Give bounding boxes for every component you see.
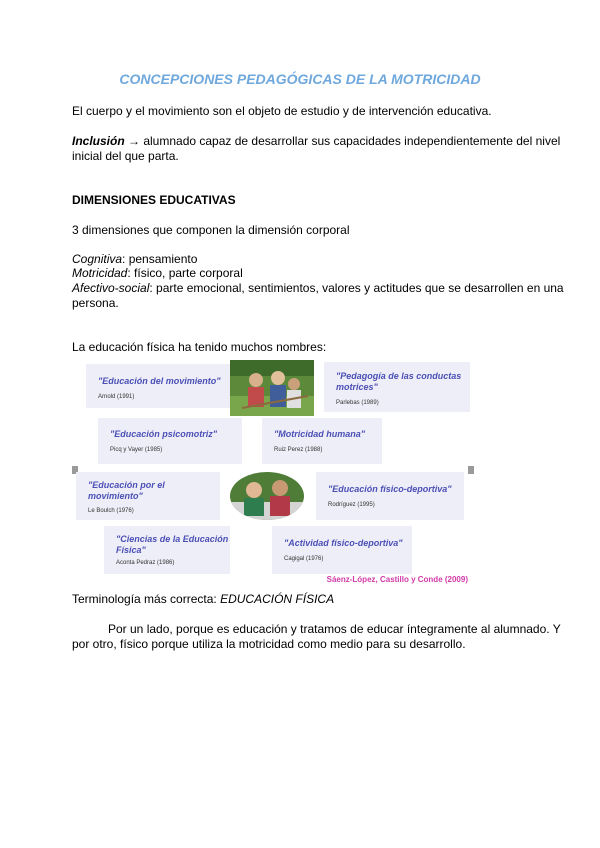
inclusion-text: alumnado capaz de desarrollar sus capacidades independientemente del nivel xyxy=(143,134,561,148)
intro-paragraph: El cuerpo y el movimiento son el objeto de estudio y de intervención educativa. xyxy=(72,104,492,118)
card-author: Le Boulch (1976) xyxy=(88,508,134,514)
dimension-term: Afectivo-social xyxy=(72,281,150,295)
card-educacion-del-movimiento xyxy=(86,364,238,408)
dimension-afectivo-social-cont: persona. xyxy=(72,296,119,310)
photo-children-oval xyxy=(230,472,304,520)
card-author: Picq y Vayer (1985) xyxy=(110,447,163,453)
dimension-desc: : pensamiento xyxy=(122,252,198,266)
card-title: "Educación por el xyxy=(88,480,165,490)
terminology-term: EDUCACIÓN FÍSICA xyxy=(220,592,335,606)
dimension-cognitiva xyxy=(72,252,197,267)
closing-line-2: por otro, físico porque utiliza la motricidad como medio para su desarrollo. xyxy=(72,637,466,651)
terminology-label: Terminología más correcta: xyxy=(72,592,221,606)
dimensions-heading: DIMENSIONES EDUCATIVAS xyxy=(72,193,236,207)
dimension-desc: : físico, parte corporal xyxy=(127,266,243,280)
dimension-term: Motricidad xyxy=(72,266,128,280)
dimension-motricidad xyxy=(72,266,243,281)
terminology-line xyxy=(72,592,334,607)
card-author: Ruiz Perez (1988) xyxy=(274,447,323,453)
card-title: "Actividad físico-deportiva" xyxy=(284,538,403,548)
card-title-cont: Física" xyxy=(116,545,146,555)
card-pedagogia-conductas-motrices xyxy=(324,362,470,412)
page-title: CONCEPCIONES PEDAGÓGICAS DE LA MOTRICIDAD xyxy=(119,71,481,87)
card-author: Aconta Pedraz (1986) xyxy=(116,560,175,566)
dimension-desc: : parte emocional, sentimientos, valores y actitudes que se desarrollen en una xyxy=(149,281,564,295)
inclusion-term: Inclusión xyxy=(72,134,125,148)
card-author: Arnold (1991) xyxy=(98,394,135,400)
dimension-afectivo-social xyxy=(72,281,564,296)
card-title: "Pedagogía de las conductas xyxy=(336,371,462,381)
card-author: Parlebas (1989) xyxy=(336,400,379,406)
inclusion-line-1 xyxy=(72,134,560,149)
card-ciencias-educacion-fisica xyxy=(104,526,230,574)
closing-line-1: Por un lado, porque es educación y tratamos de educar íntegramente al alumnado. Y xyxy=(108,622,561,636)
card-title: "Motricidad humana" xyxy=(274,429,366,439)
card-author: Cagigal (1976) xyxy=(284,556,324,562)
card-title: "Educación físico-deportiva" xyxy=(328,484,452,494)
card-title: "Educación psicomotriz" xyxy=(110,429,218,439)
dimension-term: Cognitiva xyxy=(72,252,123,266)
card-author: Rodríguez (1995) xyxy=(328,502,375,508)
collage-credit: Sáenz-López, Castillo y Conde (2009) xyxy=(326,575,468,584)
card-title: "Educación del movimiento" xyxy=(98,376,221,386)
card-title: "Ciencias de la Educación xyxy=(116,534,229,544)
photo-outdoor-group xyxy=(230,360,314,416)
collage-right-marker xyxy=(468,466,474,474)
card-actividad-fisico-deportiva xyxy=(272,526,412,574)
card-educacion-psicomotriz xyxy=(98,418,242,464)
card-title-cont: motrices" xyxy=(336,382,378,392)
inclusion-arrow: → xyxy=(124,134,144,148)
card-title-cont: movimiento" xyxy=(88,491,143,501)
dimensions-intro: 3 dimensiones que componen la dimensión corporal xyxy=(72,223,350,237)
card-motricidad-humana xyxy=(262,418,382,464)
inclusion-line-2: inicial del que parta. xyxy=(72,149,179,163)
card-educacion-fisico-deportiva xyxy=(316,472,464,520)
card-educacion-por-el-movimiento xyxy=(76,472,220,520)
names-intro: La educación física ha tenido muchos nombres: xyxy=(72,340,327,354)
names-collage xyxy=(72,360,478,588)
